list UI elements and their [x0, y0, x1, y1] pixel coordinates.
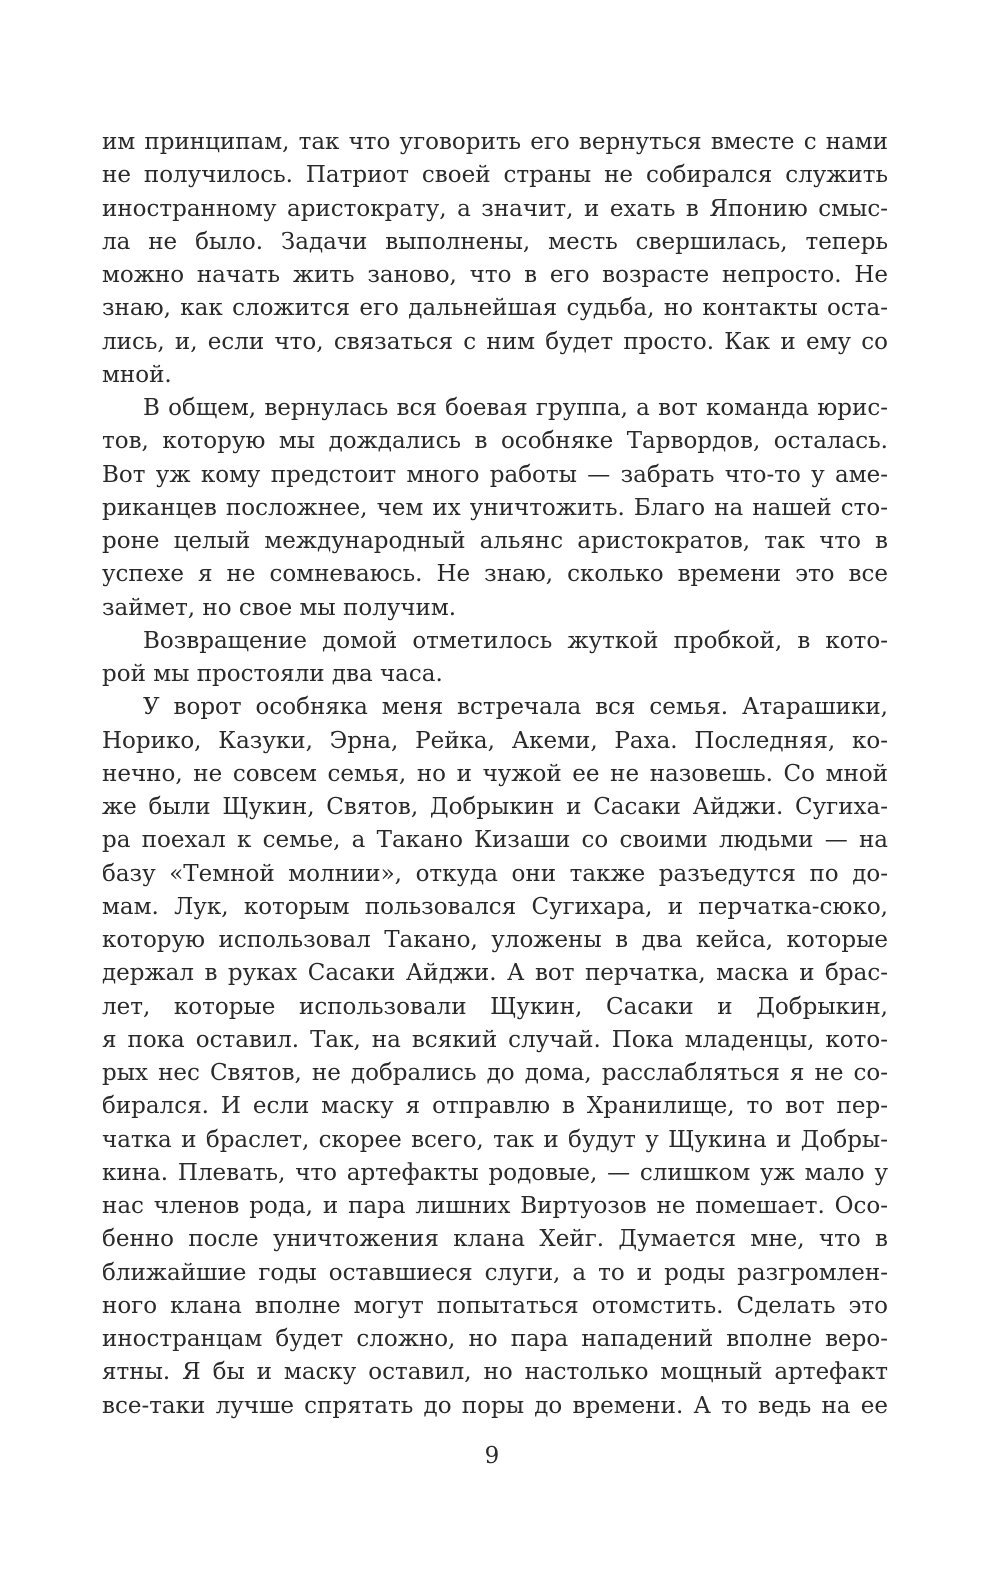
- text-line: все-таки лучше спрятать до поры до времени. А то ведь на ее: [102, 1392, 888, 1419]
- text-line: им принципам, так что уговорить его вернуться вместе с нами: [102, 129, 888, 155]
- text-line: нечно, не совсем семья, но и чужой ее не назовешь. Со мной: [102, 760, 888, 787]
- text-line: рой мы простояли два часа.: [102, 661, 443, 687]
- text-line: чатка и браслет, скорее всего, так и будут у Щукина и Добры-: [102, 1126, 888, 1153]
- text-line: Возвращение домой отметилось жуткой пробкой, в кото-: [143, 627, 888, 654]
- text-line: держал в руках Сасаки Айджи. А вот перчатка, маска и брас-: [102, 960, 888, 987]
- text-line: ятны. Я бы и маску оставил, но настолько мощный артефакт: [102, 1359, 888, 1386]
- text-line: В общем, вернулась вся боевая группа, а вот команда юрис-: [143, 395, 888, 421]
- text-line: ра поехал к семье, а Такано Кизаши со своими людьми — на: [102, 827, 888, 854]
- paragraph: [102, 625, 888, 692]
- text-line: бирался. И если маску я отправлю в Хранилище, то вот пер-: [102, 1093, 888, 1120]
- text-line: рых нес Святов, не добрались до дома, расслабляться я не со-: [102, 1060, 888, 1086]
- text-line: успехе я не сомневаюсь. Не знаю, сколько времени это все: [102, 561, 888, 588]
- text-line: можно начать жить заново, что в его возрасте непросто. Не: [102, 262, 888, 288]
- text-line: не получилось. Патриот своей страны не собирался служить: [102, 162, 888, 189]
- paragraph: [102, 392, 888, 625]
- text-line: ближайшие годы оставшиеся слуги, а то и роды разгромлен-: [102, 1259, 888, 1286]
- text-line: Вот уж кому предстоит много работы — забрать что-то у аме-: [102, 461, 888, 488]
- text-line: кина. Плевать, что артефакты родовые, — слишком уж мало у: [102, 1159, 888, 1186]
- text-line: лет, которые использовали Щукин, Сасаки и Добрыкин,: [102, 993, 888, 1020]
- paragraph: [102, 691, 888, 1423]
- text-line: лись, и, если что, связаться с ним будет просто. Как и ему со: [102, 328, 888, 355]
- text-line: ного клана вполне могут попытаться отомстить. Сделать это: [102, 1292, 888, 1319]
- text-line: бенно после уничтожения клана Хейг. Думается мне, что в: [102, 1226, 888, 1253]
- text-line: займет, но свое мы получим.: [102, 594, 457, 621]
- text-line: которую использовал Такано, уложены в два кейса, которые: [102, 927, 888, 953]
- body-text: [102, 126, 888, 1423]
- text-line: Норико, Казуки, Эрна, Рейка, Акеми, Раха. Последняя, ко-: [102, 727, 888, 754]
- text-line: базу «Темной молнии», откуда они также разъедутся по до-: [102, 860, 888, 887]
- page-number: 9: [484, 1443, 500, 1469]
- text-line: знаю, как сложится его дальнейшая судьба, но контакты оста-: [102, 295, 888, 322]
- text-line: ла не было. Задачи выполнены, месть свершилась, теперь: [102, 228, 888, 255]
- text-line: же были Щукин, Святов, Добрыкин и Сасаки Айджи. Сугиха-: [102, 794, 888, 820]
- text-line: риканцев посложнее, чем их уничтожить. Благо на нашей сто-: [102, 494, 888, 521]
- text-line: роне целый международный альянс аристократов, так что в: [102, 528, 888, 554]
- text-line: мной.: [102, 361, 172, 388]
- text-line: иностранцам будет сложно, но пара нападений вполне веро-: [102, 1326, 888, 1352]
- text-line: тов, которую мы дождались в особняке Тарвордов, осталась.: [102, 428, 888, 455]
- text-line: У ворот особняка меня встречала вся семья. Атарашики,: [143, 694, 888, 721]
- text-line: нас членов рода, и пара лишних Виртуозов не помешает. Осо-: [102, 1193, 888, 1219]
- text-line: мам. Лук, которым пользовался Сугихара, и перчатка-сюко,: [102, 893, 888, 920]
- text-line: иностранному аристократу, а значит, и ехать в Японию смыс-: [102, 195, 888, 222]
- paragraph: [102, 126, 888, 392]
- text-line: я пока оставил. Так, на всякий случай. Пока младенцы, кото-: [102, 1026, 888, 1053]
